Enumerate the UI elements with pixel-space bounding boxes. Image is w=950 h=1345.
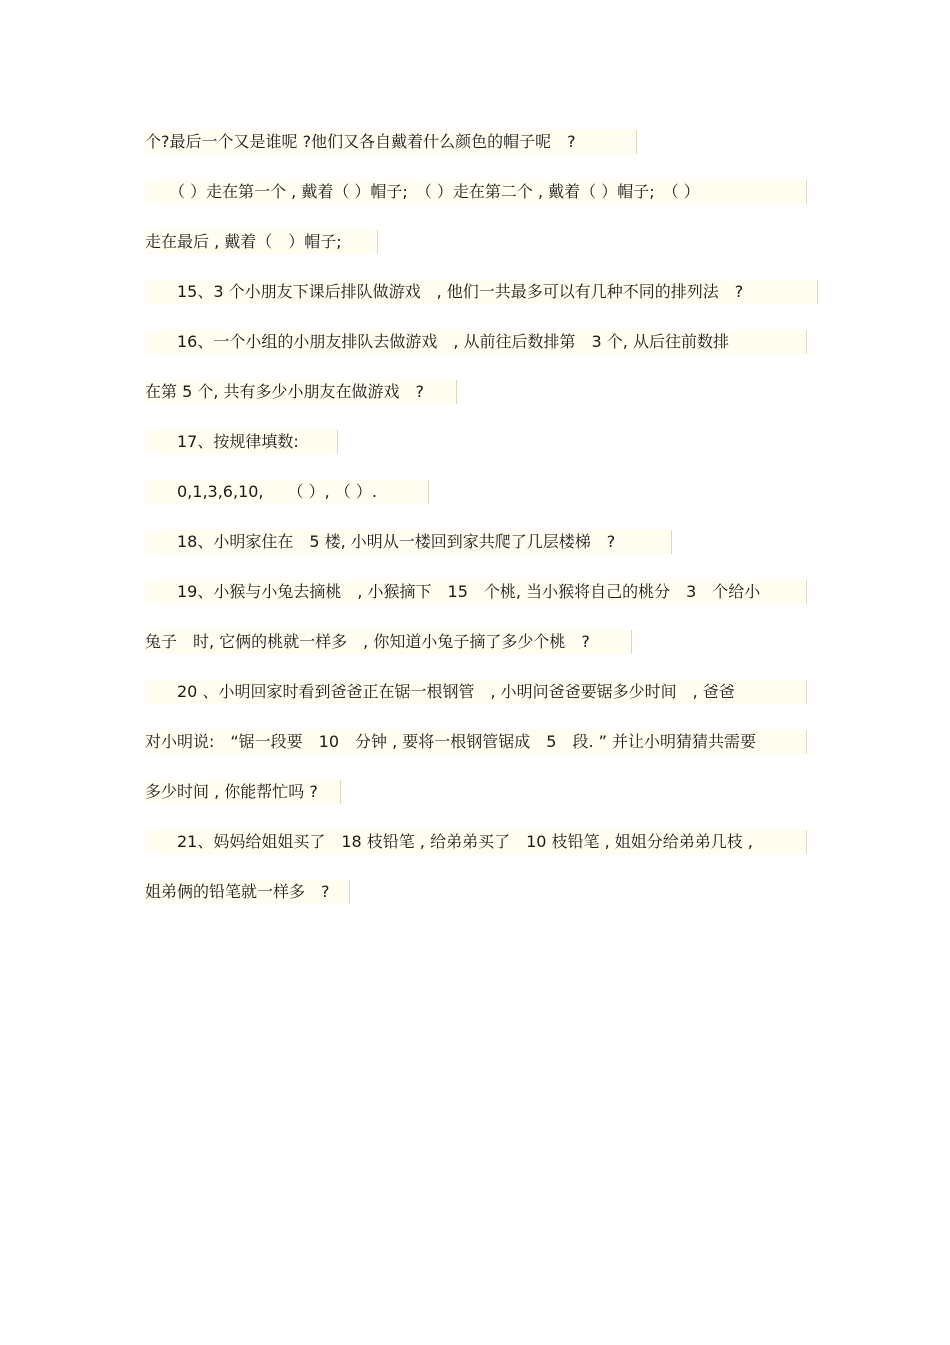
question-15: 15、3 个小朋友下课后排队做游戏 , 他们一共最多可以有几种不同的排列法 ?	[145, 280, 818, 304]
question-20-end: 多少时间 , 你能帮忙吗 ?	[145, 780, 341, 804]
question-20: 20 、小明回家时看到爸爸正在锯一根钢管 , 小明问爸爸要锯多少时间 , 爸爸	[145, 680, 807, 704]
question-18: 18、小明家住在 5 楼, 小明从一楼回到家共爬了几层楼梯 ?	[145, 530, 672, 554]
question-21: 21、妈妈给姐姐买了 18 枝铅笔 , 给弟弟买了 10 枝铅笔 , 姐姐分给弟弟几枝 ,	[145, 830, 807, 854]
question-17-sequence: 0,1,3,6,10, （ ）, （ ）.	[145, 480, 429, 504]
question-20-continued: 对小明说: “锯一段要 10 分钟 , 要将一根钢管锯成 5 段. ” 并让小明猜猜共需要	[145, 730, 807, 754]
question-19-continued: 兔子 时, 它俩的桃就一样多 , 你知道小兔子摘了多少个桃 ?	[145, 630, 632, 654]
text-line-1: 个?最后一个又是谁呢 ?他们又各自戴着什么颜色的帽子呢 ?	[145, 130, 637, 154]
question-19: 19、小猴与小兔去摘桃 , 小猴摘下 15 个桃, 当小猴将自己的桃分 3 个给小	[145, 580, 807, 604]
text-line-2: （ ）走在第一个 , 戴着（ ）帽子; （ ）走在第二个 , 戴着（ ）帽子; （ ）	[145, 180, 807, 204]
question-16: 16、一个小组的小朋友排队去做游戏 , 从前往后数排第 3 个, 从后往前数排	[145, 330, 807, 354]
question-21-continued: 姐弟俩的铅笔就一样多 ?	[145, 880, 350, 904]
text-line-3: 走在最后 , 戴着（ ）帽子;	[145, 230, 378, 254]
question-17: 17、按规律填数:	[145, 430, 338, 454]
question-16-continued: 在第 5 个, 共有多少小朋友在做游戏 ?	[145, 380, 457, 404]
